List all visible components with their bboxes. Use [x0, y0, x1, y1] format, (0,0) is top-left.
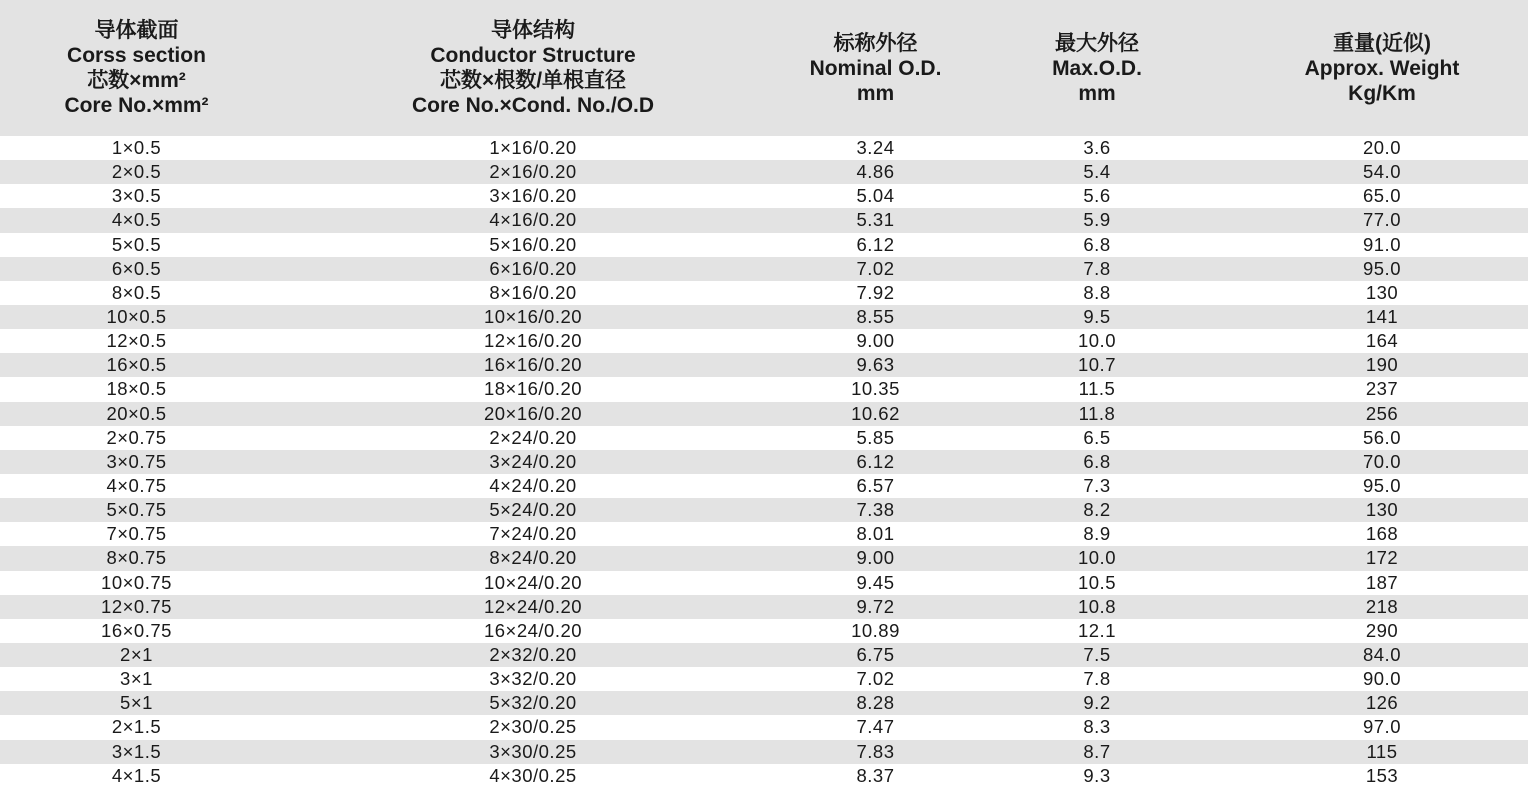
weight-cell: 90.0: [1362, 668, 1401, 690]
max-od-cell: 10.7: [1077, 354, 1116, 376]
table-row: [0, 160, 1528, 184]
cross-section-cell: 12×0.75: [101, 595, 172, 617]
table-row: [0, 184, 1528, 208]
max-od-cell: 8.9: [1083, 523, 1111, 545]
weight-cell: 187: [1365, 571, 1399, 593]
header-cross-section: [0, 0, 273, 136]
max-od-cell: 7.8: [1083, 668, 1111, 690]
conductor-structure-cell: 8×24/0.20: [489, 547, 577, 569]
max-od-cell: 5.9: [1083, 209, 1111, 231]
cross-section-cell: 2×1.5: [111, 716, 162, 738]
nominal-od-cell: 10.35: [851, 378, 900, 400]
weight-cell: 126: [1365, 692, 1399, 714]
table-row: [0, 208, 1528, 232]
weight-cell: 95.0: [1362, 257, 1401, 279]
nominal-od-cell: 6.75: [856, 644, 895, 666]
cross-section-cell: 2×1: [120, 644, 153, 666]
conductor-structure-cell: 6×16/0.20: [489, 257, 577, 279]
cross-section-cell: 5×1: [120, 692, 153, 714]
table-row: [0, 619, 1528, 643]
table-row: [0, 233, 1528, 257]
conductor-structure-cell: 5×16/0.20: [489, 233, 577, 255]
table-row: [0, 571, 1528, 595]
table-row: [0, 281, 1528, 305]
conductor-structure-cell: 4×24/0.20: [489, 475, 577, 497]
table-row: [0, 305, 1528, 329]
max-od-cell: 10.0: [1077, 330, 1116, 352]
nominal-od-cell: 5.31: [856, 209, 895, 231]
cross-section-cell: 5×0.5: [111, 233, 162, 255]
weight-cell: 65.0: [1362, 185, 1401, 207]
table-row: [0, 667, 1528, 691]
weight-cell: 91.0: [1362, 233, 1401, 255]
header-approx-weight-zh: 重量(近似): [1333, 31, 1431, 55]
table-row: [0, 691, 1528, 715]
conductor-structure-cell: 20×16/0.20: [483, 402, 583, 424]
max-od-cell: 8.8: [1083, 281, 1111, 303]
table-row: [0, 715, 1528, 739]
weight-cell: 256: [1365, 402, 1399, 424]
cross-section-cell: 16×0.5: [106, 354, 167, 376]
max-od-cell: 12.1: [1077, 619, 1116, 641]
nominal-od-cell: 10.89: [851, 619, 900, 641]
weight-cell: 164: [1365, 330, 1399, 352]
nominal-od-cell: 8.01: [856, 523, 895, 545]
header-nominal-od-zh: 标称外径: [833, 31, 918, 55]
table-row: [0, 402, 1528, 426]
weight-cell: 130: [1365, 499, 1399, 521]
header-cross-section-en: Corss section: [67, 44, 206, 67]
max-od-cell: 11.8: [1078, 402, 1116, 424]
weight-cell: 290: [1365, 619, 1399, 641]
conductor-structure-cell: 12×16/0.20: [483, 330, 583, 352]
nominal-od-cell: 7.38: [856, 499, 895, 521]
cross-section-cell: 4×0.5: [111, 209, 162, 231]
weight-cell: 70.0: [1362, 450, 1401, 472]
cross-section-cell: 4×0.75: [106, 475, 167, 497]
nominal-od-cell: 9.45: [856, 571, 895, 593]
conductor-structure-cell: 8×16/0.20: [489, 281, 577, 303]
header-conductor-structure-en: Conductor Structure: [430, 44, 636, 67]
weight-cell: 153: [1365, 764, 1399, 786]
nominal-od-cell: 9.00: [856, 547, 895, 569]
nominal-od-cell: 6.57: [856, 475, 895, 497]
conductor-structure-cell: 4×16/0.20: [489, 209, 577, 231]
max-od-cell: 8.3: [1083, 716, 1111, 738]
table-row: [0, 546, 1528, 570]
header-max-od-unit: mm: [1078, 81, 1116, 105]
header-conductor-structure-zh: 导体结构: [491, 19, 575, 42]
table-row: [0, 764, 1528, 788]
table-header: [0, 0, 1528, 136]
max-od-cell: 3.6: [1083, 137, 1111, 159]
weight-cell: 84.0: [1362, 644, 1401, 666]
table-row: [0, 257, 1528, 281]
weight-cell: 56.0: [1362, 426, 1401, 448]
nominal-od-cell: 7.47: [856, 716, 895, 738]
cross-section-cell: 3×0.75: [106, 450, 167, 472]
header-nominal-od-unit: mm: [856, 81, 895, 105]
max-od-cell: 9.3: [1083, 764, 1111, 786]
header-cross-section-zh-unit: 芯数×mm²: [87, 69, 186, 92]
max-od-cell: 7.5: [1083, 644, 1111, 666]
weight-cell: 218: [1365, 595, 1399, 617]
nominal-od-cell: 7.02: [856, 257, 895, 279]
conductor-structure-cell: 3×30/0.25: [489, 740, 577, 762]
nominal-od-cell: 5.85: [856, 426, 895, 448]
table-row: [0, 474, 1528, 498]
weight-cell: 190: [1365, 354, 1399, 376]
cross-section-cell: 10×0.5: [106, 306, 167, 328]
conductor-structure-cell: 5×24/0.20: [489, 499, 577, 521]
header-nominal-od: [793, 0, 958, 136]
cross-section-cell: 6×0.5: [111, 257, 162, 279]
table-row: [0, 329, 1528, 353]
max-od-cell: 7.3: [1083, 475, 1111, 497]
header-max-od-zh: 最大外径: [1055, 31, 1139, 55]
nominal-od-cell: 6.12: [856, 450, 895, 472]
header-conductor-structure-zh-unit: 芯数×根数/单根直径: [439, 69, 627, 92]
table-row: [0, 740, 1528, 764]
conductor-structure-cell: 10×24/0.20: [483, 571, 583, 593]
cross-section-cell: 2×0.75: [106, 426, 167, 448]
nominal-od-cell: 8.28: [856, 692, 895, 714]
table-row: [0, 498, 1528, 522]
cross-section-cell: 8×0.5: [111, 281, 162, 303]
weight-cell: 168: [1365, 523, 1399, 545]
conductor-structure-cell: 16×16/0.20: [483, 354, 583, 376]
conductor-structure-cell: 7×24/0.20: [489, 523, 577, 545]
nominal-od-cell: 8.55: [856, 306, 895, 328]
cross-section-cell: 12×0.5: [106, 330, 167, 352]
nominal-od-cell: 7.02: [856, 668, 895, 690]
table-row: [0, 377, 1528, 401]
cross-section-cell: 18×0.5: [106, 378, 167, 400]
cross-section-cell: 16×0.75: [101, 619, 172, 641]
table-row: [0, 522, 1528, 546]
header-nominal-od-en: Nominal O.D.: [809, 56, 942, 80]
cross-section-cell: 10×0.75: [101, 571, 172, 593]
weight-cell: 54.0: [1362, 161, 1401, 183]
max-od-cell: 8.7: [1083, 740, 1111, 762]
weight-cell: 95.0: [1362, 475, 1401, 497]
nominal-od-cell: 8.37: [856, 764, 895, 786]
conductor-structure-cell: 12×24/0.20: [483, 595, 583, 617]
conductor-structure-cell: 2×16/0.20: [489, 161, 577, 183]
cross-section-cell: 2×0.5: [111, 161, 162, 183]
cross-section-cell: 3×0.5: [111, 185, 162, 207]
header-cross-section-zh: 导体截面: [94, 19, 179, 42]
nominal-od-cell: 4.86: [856, 161, 895, 183]
nominal-od-cell: 9.72: [856, 595, 895, 617]
max-od-cell: 11.5: [1078, 378, 1116, 400]
weight-cell: 130: [1365, 281, 1399, 303]
nominal-od-cell: 10.62: [851, 402, 900, 424]
nominal-od-cell: 7.83: [856, 740, 895, 762]
conductor-structure-cell: 18×16/0.20: [483, 378, 583, 400]
table-row: [0, 595, 1528, 619]
max-od-cell: 9.5: [1083, 306, 1111, 328]
conductor-structure-cell: 3×16/0.20: [489, 185, 577, 207]
max-od-cell: 8.2: [1083, 499, 1111, 521]
nominal-od-cell: 7.92: [856, 281, 895, 303]
conductor-structure-cell: 1×16/0.20: [489, 137, 577, 159]
weight-cell: 97.0: [1362, 716, 1401, 738]
nominal-od-cell: 5.04: [856, 185, 895, 207]
cross-section-cell: 8×0.75: [106, 547, 167, 569]
weight-cell: 115: [1366, 740, 1398, 762]
cross-section-cell: 20×0.5: [106, 402, 167, 424]
header-max-od: [958, 0, 1236, 136]
nominal-od-cell: 3.24: [856, 137, 895, 159]
weight-cell: 237: [1365, 378, 1399, 400]
table-row: [0, 450, 1528, 474]
header-cross-section-en-unit: Core No.×mm²: [64, 94, 209, 117]
weight-cell: 172: [1365, 547, 1399, 569]
cross-section-cell: 3×1: [120, 668, 153, 690]
max-od-cell: 5.6: [1083, 185, 1111, 207]
nominal-od-cell: 9.00: [856, 330, 895, 352]
table-row: [0, 136, 1528, 160]
max-od-cell: 6.8: [1083, 450, 1111, 472]
header-conductor-structure: [273, 0, 793, 136]
table-row: [0, 426, 1528, 450]
cross-section-cell: 7×0.75: [106, 523, 167, 545]
header-approx-weight-unit: Kg/Km: [1348, 81, 1416, 105]
conductor-structure-cell: 3×32/0.20: [489, 668, 577, 690]
conductor-structure-cell: 16×24/0.20: [483, 619, 583, 641]
max-od-cell: 6.5: [1083, 426, 1111, 448]
table-body: [0, 136, 1528, 788]
conductor-structure-cell: 10×16/0.20: [483, 306, 583, 328]
conductor-structure-cell: 5×32/0.20: [489, 692, 577, 714]
nominal-od-cell: 9.63: [856, 354, 895, 376]
max-od-cell: 10.8: [1077, 595, 1116, 617]
max-od-cell: 5.4: [1083, 161, 1111, 183]
nominal-od-cell: 6.12: [856, 233, 895, 255]
max-od-cell: 10.0: [1077, 547, 1116, 569]
max-od-cell: 6.8: [1083, 233, 1111, 255]
table-row: [0, 643, 1528, 667]
conductor-structure-cell: 2×32/0.20: [489, 644, 577, 666]
cross-section-cell: 5×0.75: [106, 499, 167, 521]
header-approx-weight: [1236, 0, 1528, 136]
header-approx-weight-en: Approx. Weight: [1304, 56, 1460, 80]
cross-section-cell: 4×1.5: [111, 764, 162, 786]
max-od-cell: 9.2: [1083, 692, 1111, 714]
cross-section-cell: 3×1.5: [111, 740, 162, 762]
weight-cell: 20.0: [1362, 137, 1401, 159]
conductor-structure-cell: 2×24/0.20: [489, 426, 577, 448]
max-od-cell: 7.8: [1083, 257, 1111, 279]
weight-cell: 141: [1365, 306, 1399, 328]
cross-section-cell: 1×0.5: [111, 137, 162, 159]
table-row: [0, 353, 1528, 377]
max-od-cell: 10.5: [1077, 571, 1116, 593]
header-max-od-en: Max.O.D.: [1052, 56, 1142, 80]
header-conductor-structure-en-unit: Core No.×Cond. No./O.D: [411, 94, 655, 117]
weight-cell: 77.0: [1362, 209, 1401, 231]
conductor-structure-cell: 3×24/0.20: [489, 450, 577, 472]
conductor-structure-cell: 4×30/0.25: [489, 764, 577, 786]
conductor-structure-cell: 2×30/0.25: [489, 716, 577, 738]
